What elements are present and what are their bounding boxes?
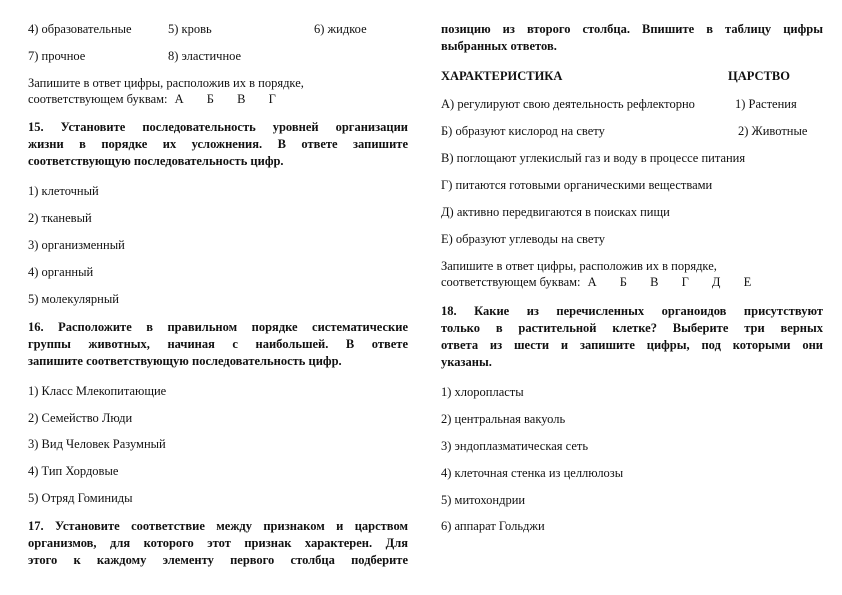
- q18-line1: 18. Какие из перечисленных органоидов присутствуют: [441, 304, 823, 318]
- q16-option-3: 3) Вид Человек Разумный: [28, 437, 166, 451]
- q18-option-6: 6) аппарат Гольджи: [441, 519, 545, 533]
- table-header-kingdom: ЦАРСТВО: [728, 69, 790, 83]
- q18-option-3: 3) эндоплазматическая сеть: [441, 439, 589, 453]
- answer2-letter-g: Г: [681, 275, 689, 289]
- answer2-letter-b: Б: [619, 275, 627, 289]
- characteristic-row-d: Д) активно передвигаются в поисках пищи: [441, 205, 670, 219]
- answer-note-2-line2: [441, 275, 751, 291]
- characteristic-row-v: В) поглощают углекислый газ и воду в процессе питания: [441, 151, 746, 165]
- characteristic-row-g: Г) питаются готовыми органическими веществами: [441, 178, 713, 192]
- q15-line3: соответствующую последовательность цифр.: [28, 154, 284, 168]
- option-7-prochnoe: 7) прочное: [28, 49, 86, 63]
- option-4-obrazovatelnye: 4) образовательные: [28, 22, 132, 36]
- answer-letter-v: В: [237, 92, 246, 106]
- characteristic-row-e: Е) образуют углеводы на свету: [441, 232, 605, 246]
- table-header-characteristic: ХАРАКТЕРИСТИКА: [441, 69, 563, 83]
- q17-cont-line2: выбранных ответов.: [441, 39, 557, 53]
- q15-line1: 15. Установите последовательность уровней организации: [28, 120, 408, 134]
- q16-option-5: 5) Отряд Гоминиды: [28, 491, 133, 505]
- q17-line3: этого к каждому элементу первого столбца подберите: [28, 553, 408, 567]
- q16-option-1: 1) Класс Млекопитающие: [28, 384, 167, 398]
- answer-note-2-prefix: соответствующем буквам:: [441, 275, 581, 289]
- q18-option-1: 1) хлоропласты: [441, 385, 524, 399]
- q17-line1: 17. Установите соответствие между признаком и царством: [28, 519, 408, 533]
- answer-letter-b: Б: [206, 92, 214, 106]
- option-6-zhidkoe: 6) жидкое: [314, 22, 367, 36]
- answer2-letter-v: В: [650, 275, 659, 289]
- q16-option-2: 2) Семейство Люди: [28, 411, 133, 425]
- q17-line2: организмов, для которого этот признак характерен. Для: [28, 536, 408, 550]
- q16-option-4: 4) Тип Хордовые: [28, 464, 119, 478]
- answer2-letter-d: Д: [711, 275, 721, 289]
- answer-note-prefix: соответствующем буквам:: [28, 92, 168, 106]
- q17-cont-line1: позицию из второго столбца. Впишите в таблицу цифры: [441, 22, 823, 36]
- answer-note-line1: Запишите в ответ цифры, расположив их в порядке,: [28, 76, 304, 90]
- characteristic-row-a: А) регулируют свою деятельность рефлекторно: [441, 97, 695, 111]
- q15-option-4: 4) органный: [28, 265, 94, 279]
- answer2-letter-a: А: [587, 275, 597, 289]
- answer-note-line2: [28, 92, 276, 108]
- kingdom-1-plants: 1) Растения: [735, 97, 797, 111]
- option-5-krov: 5) кровь: [168, 22, 212, 36]
- q18-line2: только в растительной клетке? Выберите три верных: [441, 321, 823, 335]
- q15-option-3: 3) организменный: [28, 238, 125, 252]
- q18-line3: ответа из шести и запишите цифры, под которыми они: [441, 338, 823, 352]
- answer-letter-a: А: [174, 92, 184, 106]
- q16-line1: 16. Расположите в правильном порядке систематические: [28, 320, 408, 334]
- q18-option-4: 4) клеточная стенка из целлюлозы: [441, 466, 624, 480]
- q16-line2: группы животных, начиная с наибольшей. В ответе: [28, 337, 408, 351]
- option-8-elastichnoe: 8) эластичное: [168, 49, 242, 63]
- q18-option-5: 5) митохондрии: [441, 493, 526, 507]
- q18-option-2: 2) центральная вакуоль: [441, 412, 566, 426]
- q16-line3: запишите соответствующую последовательность цифр.: [28, 354, 342, 368]
- answer-note-2-line1: Запишите в ответ цифры, расположив их в порядке,: [441, 259, 717, 273]
- answer2-letter-e: Е: [743, 275, 752, 289]
- answer-letter-g: Г: [268, 92, 276, 106]
- q15-option-5: 5) молекулярный: [28, 292, 119, 306]
- q18-line4: указаны.: [441, 355, 492, 369]
- q15-line2: жизни в порядке их усложнения. В ответе запишите: [28, 137, 408, 151]
- q15-option-2: 2) тканевый: [28, 211, 92, 225]
- q15-option-1: 1) клеточный: [28, 184, 99, 198]
- kingdom-2-animals: 2) Животные: [738, 124, 808, 138]
- characteristic-row-b: Б) образуют кислород на свету: [441, 124, 605, 138]
